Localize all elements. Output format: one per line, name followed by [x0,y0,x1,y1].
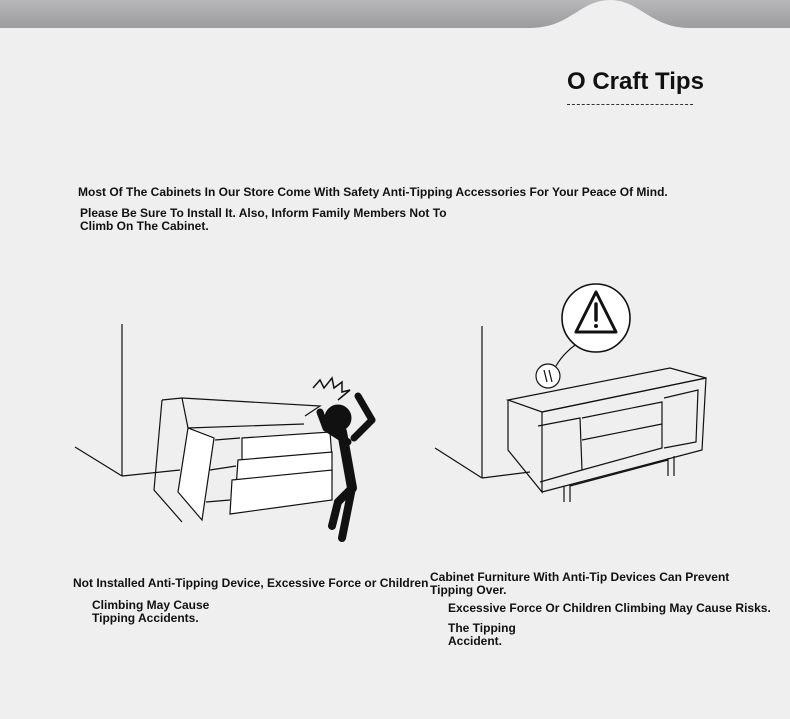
warning-triangle-icon [562,284,630,352]
right-caption-line-1: Cabinet Furniture With Anti-Tip Devices Can Prevent Tipping Over. [430,570,730,597]
intro-text-line-2: Please Be Sure To Install It. Also, Inform Family Members Not To Climb On The Cabinet. [80,206,447,233]
left-caption-line-1: Not Installed Anti-Tipping Device, Excessive Force or Children [73,576,429,590]
tipping-cabinet-person-icon [70,320,390,550]
intro-text-line-1: Most Of The Cabinets In Our Store Come With Safety Anti-Tipping Accessories For Your Peace Of Mind. [78,185,668,199]
page-title: O Craft Tips [567,68,704,95]
title-block [567,68,707,105]
anchored-cabinet-warning-icon [430,280,730,510]
right-caption-line-3: The Tipping Accident. [448,621,516,648]
title-divider [567,104,693,105]
right-caption-line-2: Excessive Force Or Children Climbing May Cause Risks. [448,601,771,615]
top-decorative-band [0,0,790,30]
left-caption-line-2: Climbing May Cause Tipping Accidents. [92,598,210,625]
